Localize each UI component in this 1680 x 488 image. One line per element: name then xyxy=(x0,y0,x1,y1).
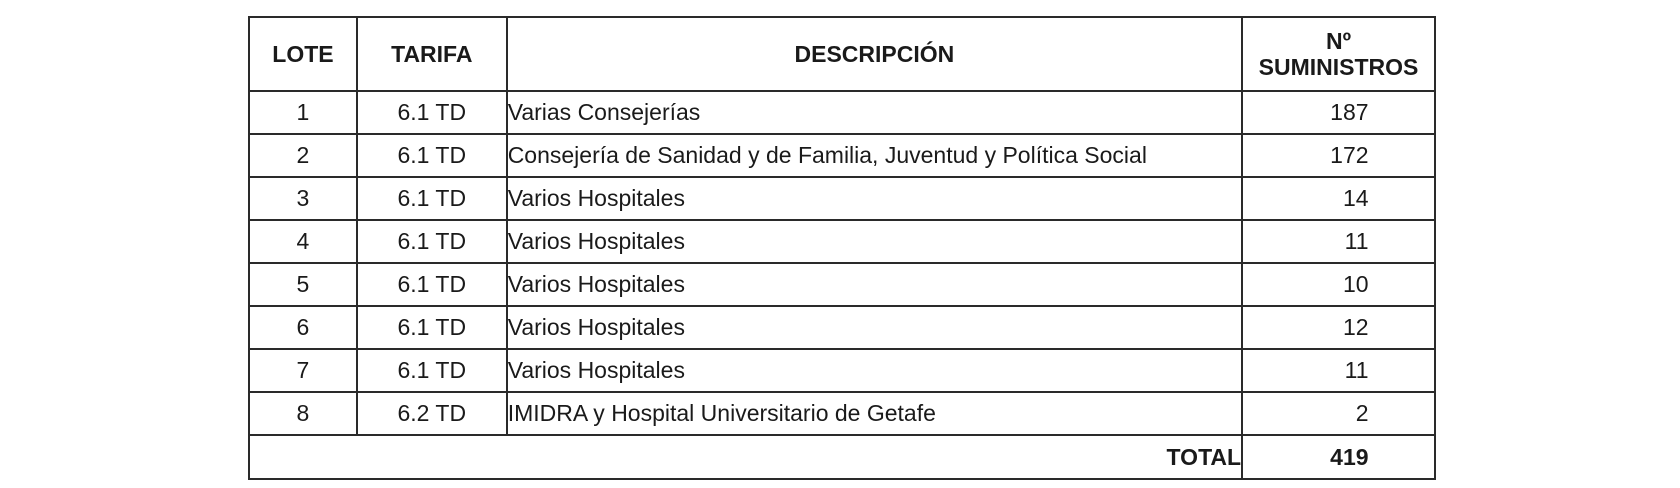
cell-tarifa: 6.1 TD xyxy=(357,263,507,306)
cell-suministros xyxy=(1242,91,1435,134)
cell-tarifa: 6.1 TD xyxy=(357,134,507,177)
cell-suministros xyxy=(1242,263,1435,306)
cell-suministros-value: 11 xyxy=(1344,357,1369,383)
table-row xyxy=(249,306,1435,349)
cell-suministros-value: 10 xyxy=(1342,271,1369,297)
cell-lote: 1 xyxy=(249,91,357,134)
table-body xyxy=(249,91,1435,479)
cell-lote: 5 xyxy=(249,263,357,306)
cell-descripcion: Varias Consejerías xyxy=(507,91,1242,134)
table-row xyxy=(249,392,1435,435)
header-suministros-line2: SUMINISTROS xyxy=(1258,54,1419,80)
cell-suministros xyxy=(1242,349,1435,392)
cell-tarifa: 6.1 TD xyxy=(357,306,507,349)
table-header xyxy=(249,17,1435,91)
cell-suministros-value: 14 xyxy=(1342,185,1369,211)
cell-descripcion: Varios Hospitales xyxy=(507,306,1242,349)
total-row xyxy=(249,435,1435,479)
header-descripcion: DESCRIPCIÓN xyxy=(507,17,1242,91)
table-row xyxy=(249,177,1435,220)
header-suministros xyxy=(1242,17,1435,91)
table-row xyxy=(249,134,1435,177)
cell-lote: 8 xyxy=(249,392,357,435)
cell-suministros-value: 12 xyxy=(1342,314,1369,340)
header-row xyxy=(249,17,1435,91)
cell-suministros-value: 2 xyxy=(1355,400,1369,426)
cell-tarifa: 6.2 TD xyxy=(357,392,507,435)
table-row xyxy=(249,91,1435,134)
total-value: 419 xyxy=(1330,443,1369,470)
header-tarifa: TARIFA xyxy=(357,17,507,91)
total-label: TOTAL xyxy=(249,435,1242,479)
cell-suministros-value: 187 xyxy=(1330,99,1369,125)
cell-descripcion: IMIDRA y Hospital Universitario de Getafe xyxy=(507,392,1242,435)
cell-descripcion: Varios Hospitales xyxy=(507,349,1242,392)
cell-descripcion: Varios Hospitales xyxy=(507,220,1242,263)
cell-suministros xyxy=(1242,177,1435,220)
header-lote: LOTE xyxy=(249,17,357,91)
cell-lote: 6 xyxy=(249,306,357,349)
lots-table xyxy=(248,16,1436,480)
cell-tarifa: 6.1 TD xyxy=(357,91,507,134)
cell-lote: 4 xyxy=(249,220,357,263)
cell-suministros-value: 11 xyxy=(1344,228,1369,254)
table-row xyxy=(249,220,1435,263)
cell-tarifa: 6.1 TD xyxy=(357,177,507,220)
cell-descripcion: Consejería de Sanidad y de Familia, Juventud y Política Social xyxy=(507,134,1242,177)
cell-suministros xyxy=(1242,220,1435,263)
cell-tarifa: 6.1 TD xyxy=(357,349,507,392)
cell-suministros xyxy=(1242,306,1435,349)
cell-suministros-value: 172 xyxy=(1330,142,1369,168)
cell-lote: 3 xyxy=(249,177,357,220)
table-row xyxy=(249,349,1435,392)
total-value-cell xyxy=(1242,435,1435,479)
cell-descripcion: Varios Hospitales xyxy=(507,177,1242,220)
table-row xyxy=(249,263,1435,306)
header-suministros-line1: Nº xyxy=(1326,28,1352,54)
cell-lote: 2 xyxy=(249,134,357,177)
cell-suministros xyxy=(1242,392,1435,435)
cell-descripcion: Varios Hospitales xyxy=(507,263,1242,306)
cell-tarifa: 6.1 TD xyxy=(357,220,507,263)
cell-lote: 7 xyxy=(249,349,357,392)
cell-suministros xyxy=(1242,134,1435,177)
